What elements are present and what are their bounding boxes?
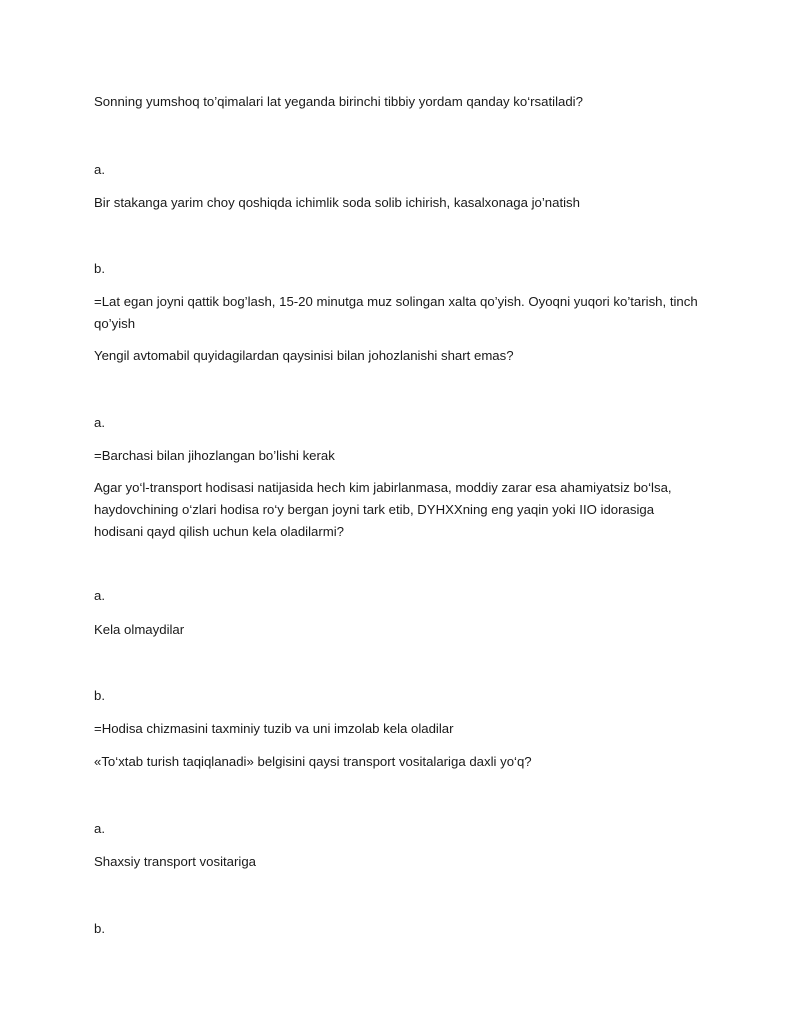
option-text-a: Bir stakanga yarim choy qoshiqda ichimlik soda solib ichirish, kasalxonaga jo’natish [94,195,580,210]
option-text-a: Kela olmaydilar [94,622,185,637]
option-label-a: a. [94,588,105,603]
option-label-a: a. [94,162,105,177]
option-text-b: =Hodisa chizmasini taxminiy tuzib va uni imzolab kela oladilar [94,721,454,736]
question-text: Agar yo‘l-transport hodisasi natijasida hech kim jabirlanmasa, moddiy zarar esa ahamiyatsiz bo‘lsa, haydovchining o‘zlari hodisa ro‘y bergan joyni tark etib, DYHXXning eng yaqin yoki IIO idorasiga hodisani qayd qilish uchun kela oladilarmi? [94,480,672,539]
option-text-b: =Lat egan joyni qattik bog’lash, 15-20 minutga muz solingan xalta qo’yish. Oyoqni yuqori ko’tarish, tinch qo’yish [94,294,698,331]
option-label-a: a. [94,821,105,836]
question-text: «To‘xtab turish taqiqlanadi» belgisini qaysi transport vositalariga daxli yo‘q? [94,754,532,769]
question-text: Yengil avtomabil quyidagilardan qaysinisi bilan johozlanishi shart emas? [94,348,514,363]
option-label-b: b. [94,921,105,936]
option-label-b: b. [94,261,105,276]
option-label-a: a. [94,415,105,430]
option-label-b: b. [94,688,105,703]
option-text-a: =Barchasi bilan jihozlangan bo’lishi kerak [94,448,335,463]
option-text-a: Shaxsiy transport vositariga [94,854,256,869]
question-text: Sonning yumshoq to’qimalari lat yeganda birinchi tibbiy yordam qanday ko‘rsatiladi? [94,94,583,109]
